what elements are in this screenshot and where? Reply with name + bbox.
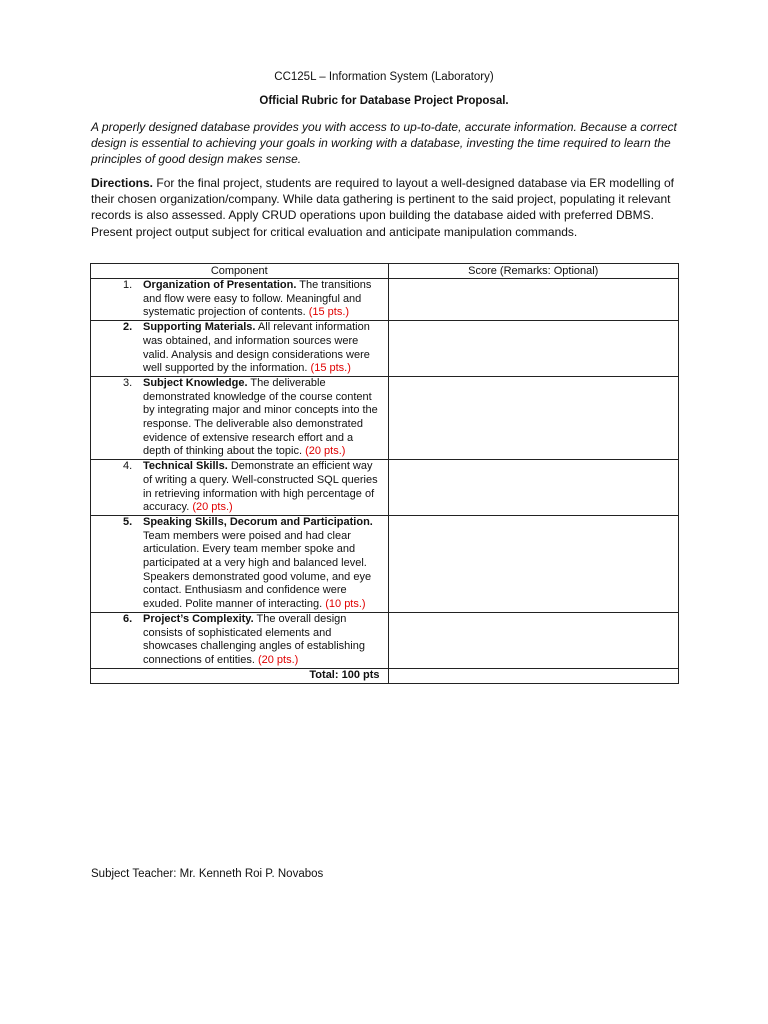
total-score-cell[interactable] — [388, 668, 679, 683]
row-number: 6. — [123, 612, 133, 625]
table-header-row — [91, 264, 679, 279]
total-label: Total: 100 pts — [91, 668, 389, 683]
row-text: The transitions and flow were easy to follow. Meaningful and systematic projection of contents. — [143, 279, 372, 319]
table-row — [91, 515, 679, 612]
header-component: Component — [91, 264, 389, 279]
row-points: (10 pts.) — [325, 598, 366, 611]
row-points: (15 pts.) — [308, 306, 350, 319]
score-cell[interactable] — [388, 612, 679, 668]
row-number: 1. — [123, 279, 133, 291]
row-title: Project’s Complexity. — [143, 612, 254, 625]
directions-text: For the final project, students are required to layout a well-designed database via ER modelling of their chosen organization/company. While data gathering is pertinent to the said project, populating it relevant records is also assessed. Apply CRUD operations upon building the database aided with preferred DBMS. Present project output subject for critical evaluation and anticipate manipulation commands. — [91, 176, 674, 239]
subject-teacher: Subject Teacher: Mr. Kenneth Roi P. Novabos — [91, 868, 324, 880]
row-number: 3. — [123, 376, 133, 389]
component-cell — [91, 612, 389, 668]
component-cell — [91, 515, 389, 612]
total-row — [91, 668, 679, 683]
row-title: Supporting Materials. — [143, 321, 256, 334]
component-cell — [91, 321, 389, 377]
row-text: Team members were poised and had clear articulation. Every team member spoke and participated at a very high and balanced level. Speakers demonstrated good volume, and eye contact. Enthusiasm and confidence were exuded. Polite manner of interacting. — [143, 529, 372, 611]
rubric-table — [90, 263, 679, 684]
intro-paragraph: A properly designed database provides you with access to up-to-date, accurate information. Because a correct design is essential to achieving your goals in working with a database, investing the time required to learn the principles of good design makes sense. — [91, 120, 677, 166]
score-cell[interactable] — [388, 321, 679, 377]
row-points: (20 pts.) — [257, 653, 299, 666]
score-cell[interactable] — [388, 515, 679, 612]
row-number: 4. — [123, 460, 133, 473]
table-row — [91, 279, 679, 321]
component-cell — [91, 376, 389, 459]
score-cell[interactable] — [388, 460, 679, 516]
directions-label: Directions. — [91, 176, 154, 190]
row-title: Organization of Presentation. — [143, 279, 297, 291]
row-text: The overall design consists of sophisticated elements and showcases challenging angles of establishing connections of entities. — [143, 612, 365, 666]
row-number: 5. — [123, 515, 133, 528]
table-row — [91, 376, 679, 459]
row-text: All relevant information was obtained, and information sources were valid. Analysis and design considerations were well supported by the information. — [143, 321, 370, 375]
row-number: 2. — [123, 321, 133, 334]
component-cell — [91, 279, 389, 321]
row-points: (20 pts.) — [305, 445, 346, 458]
row-title: Technical Skills. — [143, 460, 228, 473]
component-cell — [91, 460, 389, 516]
course-title: CC125L – Information System (Laboratory) — [274, 71, 494, 83]
row-text: The deliverable demonstrated knowledge of the course content by integrating major and minor concepts into the response. The deliverable also demonstrated evidence of extensive research effort and a depth of thinking about the topic. — [143, 376, 378, 458]
row-title: Speaking Skills, Decorum and Participation. — [143, 515, 373, 528]
rubric-title: Official Rubric for Database Project Proposal. — [259, 95, 509, 107]
table-row — [91, 612, 679, 668]
header-score: Score (Remarks: Optional) — [388, 264, 679, 279]
row-text: Demonstrate an efficient way of writing a query. Well-constructed SQL queries in retrieving information with high percentage of accuracy. — [143, 460, 378, 514]
row-title: Subject Knowledge. — [143, 376, 248, 389]
row-points: (20 pts.) — [192, 501, 233, 514]
score-cell[interactable] — [388, 376, 679, 459]
table-row — [91, 460, 679, 516]
table-row — [91, 321, 679, 377]
score-cell[interactable] — [388, 279, 679, 321]
row-points: (15 pts.) — [310, 362, 351, 375]
directions-paragraph — [91, 175, 681, 240]
